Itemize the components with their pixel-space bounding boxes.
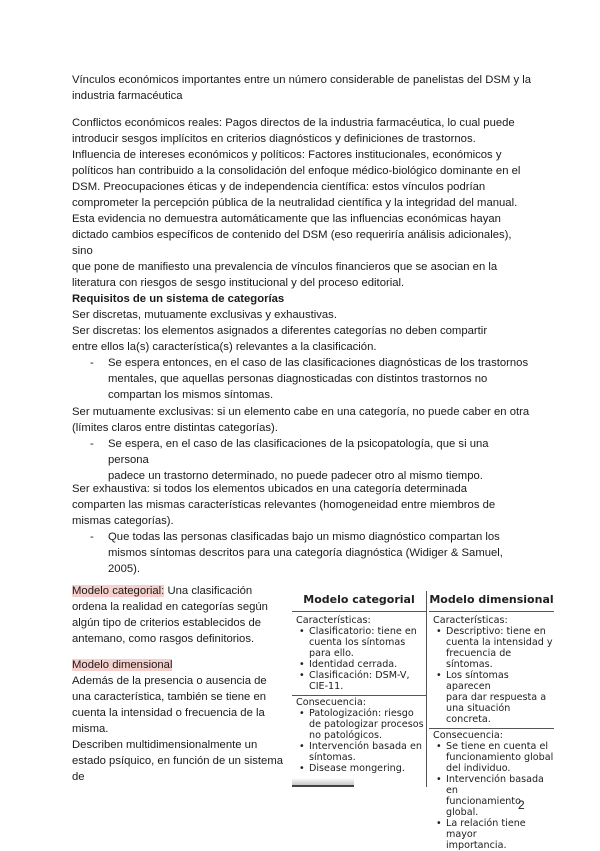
table-list <box>296 708 426 774</box>
conflicts-line: Conflictos económicos reales: Pagos directos de la industria farmacéutica, lo cual puede <box>72 117 515 129</box>
table-row-divider <box>429 728 554 729</box>
table-list-item <box>433 818 554 851</box>
table-section <box>429 615 554 725</box>
table-list <box>296 626 426 692</box>
requisitos-section <box>72 291 532 403</box>
modelo-dimensional-label-line <box>72 657 284 673</box>
table-list-item <box>296 670 426 692</box>
conflicts-paragraph <box>72 115 532 291</box>
modelo-line: antemano, como rasgos definitorios. <box>72 633 255 645</box>
table-text: cuenta los síntomas <box>309 637 406 648</box>
table-text: • Identidad cerrada. <box>309 659 398 670</box>
comparison-table-image <box>292 589 554 851</box>
modelo-dimensional-text <box>72 657 284 785</box>
table-list-item <box>296 741 426 763</box>
bullet-item <box>72 436 532 484</box>
bullet-line: compartan los mismos síntomas. <box>108 389 274 401</box>
table-column-dimensional <box>429 589 554 851</box>
section-heading: Requisitos de un sistema de categorías <box>72 293 285 305</box>
conflicts-line: que pone de manifiesto una prevalencia de vínculos financieros que se asocian en la <box>72 261 498 273</box>
table-text: • Descriptivo: tiene en <box>446 626 546 637</box>
table-text: • Los síntomas aparecen <box>446 670 509 692</box>
exhaustiva-line: comparten las mismas características relevantes (homogeneidad entre miembros de <box>72 499 496 511</box>
modelo-categorial-text <box>72 583 284 647</box>
requisitos-line: Ser discretas, mutuamente exclusivas y exhaustivas. <box>72 309 337 321</box>
table-text: funcionamiento global <box>446 752 554 763</box>
table-text: cuenta la intensidad y <box>446 637 553 648</box>
dash-marker: - <box>90 357 94 369</box>
exclusivas-line: (límites claros entre distintas categorías). <box>72 422 278 434</box>
table-list-item <box>433 626 554 670</box>
table-section-title: Características: <box>433 615 508 626</box>
table-text: • Intervención basada en <box>446 774 544 796</box>
table-list-item <box>296 626 426 659</box>
conflicts-line: dictado cambios específicos de contenido del DSM (eso requeriría análisis adicionales), sino <box>72 229 512 257</box>
modelo-line: Describen multidimensionalmente un <box>72 739 258 751</box>
modelo-line: de <box>72 771 85 783</box>
modelo-line: Además de la presencia o ausencia de <box>72 675 267 687</box>
intro-line: Vínculos económicos importantes entre un número considerable de panelistas del DSM y la <box>72 74 532 86</box>
table-section <box>429 730 554 851</box>
table-section <box>292 697 426 774</box>
table-section <box>292 615 426 692</box>
conflicts-line: Influencia de intereses económicos y políticos: Factores institucionales, económicos y <box>72 149 502 161</box>
conflicts-line: literatura con riesgos de sesgo institucional y del proceso editorial. <box>72 277 405 289</box>
intro-line: industria farmacéutica <box>72 90 183 102</box>
table-text: para dar respuesta a <box>446 692 547 703</box>
modelo-categorial-first-line <box>72 583 284 599</box>
bullet-line: padece un trastorno determinado, no puede padecer otro al mismo tiempo. <box>108 470 483 482</box>
table-text: • Intervención basada en <box>309 741 422 752</box>
table-text: • Patologización: riesgo <box>309 708 414 719</box>
bullet-line: mentales, que aquellas personas diagnosticadas con distintos trastornos no <box>108 373 488 385</box>
image-edge-line <box>292 785 354 787</box>
exhaustiva-line: mismas categorías). <box>72 515 174 527</box>
page-number: 2 <box>518 798 525 812</box>
table-text: • La relación tiene mayor <box>446 818 526 840</box>
conflicts-line: comprometer la percepción pública de la neutralidad científica y la integridad del manual. <box>72 197 518 209</box>
table-list-item <box>433 741 554 774</box>
table-list <box>433 741 554 851</box>
dash-marker: - <box>90 438 94 450</box>
modelo-line: algún tipo de criterios establecidos de <box>72 617 262 629</box>
bullet-line: 2005). <box>108 563 141 575</box>
highlight-label: Modelo categorial: <box>72 585 165 597</box>
modelo-line: cuenta la intensidad o frecuencia de la <box>72 707 265 719</box>
requisitos-line: Ser discretas: los elementos asignados a diferentes categorías no deben compartir <box>72 325 488 337</box>
bullet-line: Que todas las personas clasificadas bajo un mismo diagnóstico compartan los <box>108 531 500 543</box>
table-text: de patologizar procesos <box>309 719 424 730</box>
exhaustiva-line: Ser exhaustiva: si todos los elementos ubicados en una categoría determinada <box>72 483 468 495</box>
table-row-divider <box>292 695 426 696</box>
conflicts-line: políticos han contribuido a la consolidación del enfoque médico-biológico dominante en el <box>72 165 521 177</box>
conflicts-line: DSM. Preocupaciones éticas y de independencia científica: estos vínculos podrían <box>72 181 486 193</box>
bullet-line: Se espera entonces, en el caso de las clasificaciones diagnósticas de los trastornos <box>108 357 529 369</box>
modelo-line: misma. <box>72 723 109 735</box>
requisitos-line: entre ellos la(s) característica(s) relevantes a la clasificación. <box>72 341 377 353</box>
table-text: CIE-11. <box>309 681 344 692</box>
table-list-item <box>433 774 554 818</box>
bullet-line: mismos síntomas descritos para una categoría diagnóstica (Widiger & Samuel, <box>108 547 503 559</box>
intro-paragraph <box>72 72 532 104</box>
table-column-categorial <box>292 589 426 774</box>
inline-text: Una clasificación <box>164 585 253 597</box>
exclusivas-section <box>72 404 532 484</box>
table-section-title: Características: <box>296 615 371 626</box>
modelo-line: una característica, también se tiene en <box>72 691 267 703</box>
table-list-item <box>296 708 426 741</box>
table-list-item <box>296 659 426 670</box>
table-text: una situación concreta. <box>446 703 511 725</box>
table-text: frecuencia de síntomas. <box>446 648 512 670</box>
table-section-title: Consecuencia: <box>433 730 503 741</box>
table-section-title: Consecuencia: <box>296 697 366 708</box>
conflicts-line: Esta evidencia no demuestra automáticamente que las influencias económicas hayan <box>72 213 501 225</box>
modelo-line: estado psíquico, en función de un sistema <box>72 755 284 767</box>
table-text: • Clasificatorio: tiene en <box>309 626 417 637</box>
column-divider <box>426 591 427 787</box>
table-header: Modelo categorial <box>292 589 426 612</box>
table-text: funcionamiento global. <box>446 796 521 818</box>
table-text: importancia. <box>446 840 507 851</box>
table-list-item <box>433 670 554 725</box>
exhaustiva-section <box>72 481 532 577</box>
table-text: • Clasificación: DSM-V, <box>309 670 410 681</box>
table-text: • Se tiene en cuenta el <box>446 741 549 752</box>
table-text: • Disease mongering. <box>309 763 405 774</box>
bullet-item <box>72 355 532 403</box>
table-text: síntomas. <box>309 752 356 763</box>
table-header: Modelo dimensional <box>429 589 554 612</box>
dash-marker: - <box>90 531 94 543</box>
exclusivas-line: Ser mutuamente exclusivas: si un elemento cabe en una categoría, no puede caber en otra <box>72 406 530 418</box>
highlight-label: Modelo dimensional <box>72 659 173 671</box>
table-list <box>433 626 554 725</box>
table-list-item <box>296 763 426 774</box>
bullet-line: Se espera, en el caso de las clasificaciones de la psicopatología, que si una persona <box>108 438 489 466</box>
conflicts-line: introducir sesgos implícitos en criterios diagnósticos y definiciones de trastornos. <box>72 133 476 145</box>
table-text: no patológicos. <box>309 730 383 741</box>
table-text: del individuo. <box>446 763 511 774</box>
table-text: para ello. <box>309 648 354 659</box>
bullet-item <box>72 529 532 577</box>
modelo-line: ordena la realidad en categorías según <box>72 601 268 613</box>
